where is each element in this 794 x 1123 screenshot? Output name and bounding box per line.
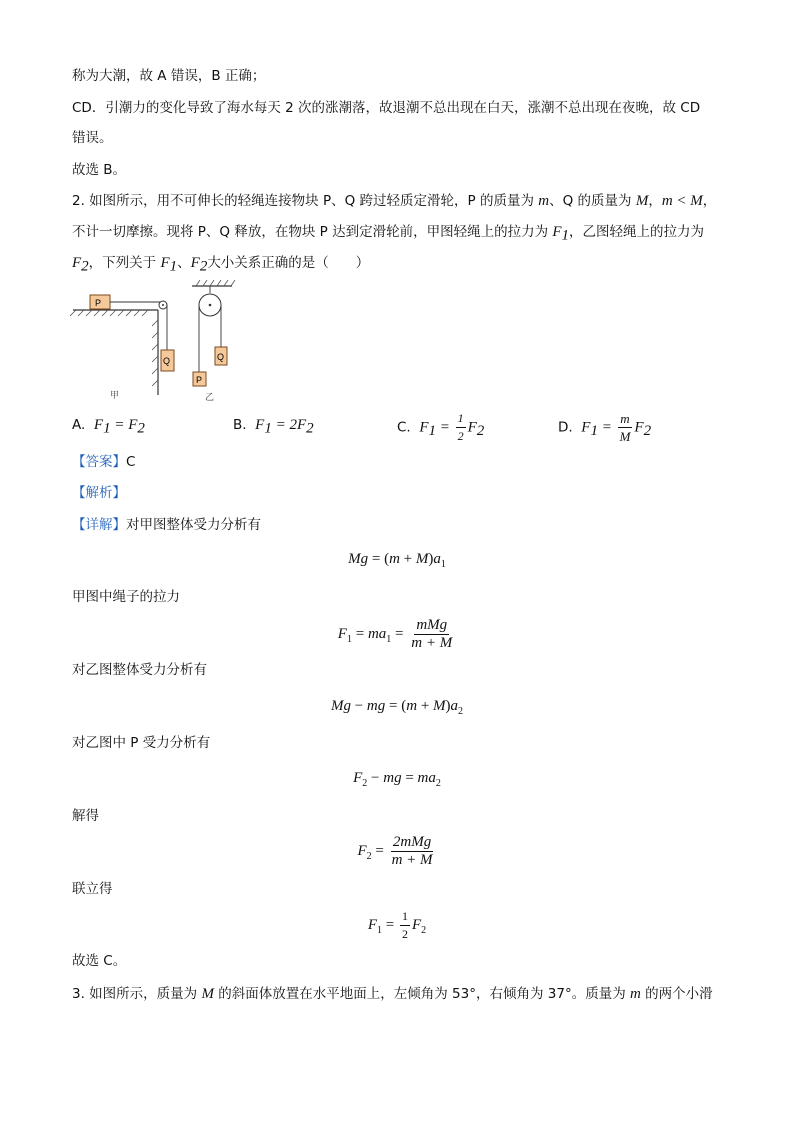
- fraction-denominator: 2: [401, 927, 408, 941]
- analysis-tag: 【解析】: [72, 485, 126, 501]
- question-text: 2. 如图所示，用不可伸长的轻绳连接物块 P、Q 跨过轻质定滑轮，P 的质量为: [72, 193, 539, 209]
- question-text: ，乙图轻绳上的拉力为: [569, 224, 705, 240]
- detail-text: 对甲图整体受力分析有: [126, 517, 261, 533]
- text-line: 对乙图中 P 受力分析有: [72, 735, 211, 751]
- option-c[interactable]: C. $F_1$ = $\frac{1}{2}$ $F_2$: [397, 411, 485, 443]
- figure-yi: [192, 280, 235, 386]
- question-2-line-2: 不计一切摩擦。现将 P、Q 释放，在物块 P 达到定滑轮前，甲图轻绳上的拉力为 $F_1$，乙图轻绳上的拉力为: [72, 224, 705, 244]
- equation-1: $Mg = (m + M)a_1$: [348, 551, 446, 570]
- option-d[interactable]: D. $F_1$ = $\frac{m}{M}$ $F_2$: [558, 411, 652, 444]
- detail-line: [72, 515, 261, 535]
- option-a-letter: A.: [72, 417, 86, 433]
- question-2-line-1: 2. 如图所示，用不可伸长的轻绳连接物块 P、Q 跨过轻质定滑轮，P 的质量为 m、Q 的质量为 M，m < M，: [72, 193, 717, 209]
- text-line: 甲图中绳子的拉力: [72, 589, 180, 605]
- block-q-label: Q: [217, 352, 225, 362]
- question-3-line-1: 3. 如图所示，质量为 M 的斜面体放置在水平地面上，左倾角为 53°，右倾角为 37°。质量为 m 的两个小滑: [72, 986, 713, 1002]
- fraction-numerator: 1: [400, 908, 410, 926]
- text-line: 故选 B。: [72, 162, 127, 178]
- block-q-label: Q: [163, 356, 171, 366]
- equation-3: Mg − mg = $(m + M)a_2$: [330, 698, 464, 717]
- answer-tag: 【答案】: [72, 454, 126, 470]
- question-text: ，: [648, 193, 662, 209]
- option-d-letter: D.: [558, 419, 573, 436]
- fraction-numerator: 1: [456, 410, 466, 428]
- question-2-line-3: $F_2$，下列关于 $F_1$、$F_2$大小关系正确的是（ ）: [72, 255, 370, 275]
- option-b[interactable]: B. $F_1 = 2F_2$: [233, 417, 314, 437]
- equation-4: $F_2$ − mg = $ma_2$: [353, 770, 441, 789]
- option-c-letter: C.: [397, 419, 411, 436]
- block-p-label: P: [95, 298, 102, 308]
- question-text: 3. 如图所示，质量为: [72, 986, 202, 1002]
- pulley-figure: [70, 280, 240, 405]
- analysis-line: [72, 483, 126, 503]
- text-line: 解得: [72, 808, 99, 824]
- fraction-numerator: m: [620, 411, 630, 426]
- block-p-label: P: [196, 375, 203, 385]
- question-text: 、Q 的质量为: [549, 193, 636, 209]
- option-b-coef: 2: [289, 417, 297, 433]
- fraction-denominator: M: [619, 429, 631, 444]
- equation-5: $F_2$ = $\frac{\text{2mMg}}{m + M}$: [357, 834, 433, 868]
- question-text: 的两个小滑: [640, 986, 713, 1002]
- question-text: 不计一切摩擦。现将 P、Q 释放，在物块 P 达到定滑轮前，甲图轻绳上的拉力为: [72, 224, 553, 240]
- answer-line: [72, 452, 135, 472]
- detail-tag: 【详解】: [72, 517, 126, 533]
- text-line: 故选 C。: [72, 953, 127, 969]
- text-line: 联立得: [72, 881, 113, 897]
- fraction-denominator: 2: [457, 429, 464, 443]
- equation-6: $F_1$ = $\frac{1}{2}$ $F_2$: [367, 909, 427, 941]
- option-a[interactable]: A. $F_1 = F_2$: [72, 417, 145, 437]
- question-text: 、: [177, 255, 191, 271]
- fraction-numerator: 2mMg: [392, 834, 432, 850]
- question-text: 的斜面体放置在水平地面上，左倾角为 53°，右倾角为 37°。质量为: [213, 986, 630, 1002]
- question-text: ，下列关于: [88, 255, 161, 271]
- text-line: 错误。: [72, 130, 113, 146]
- text-line: 称为大潮，故 A 错误，B 正确；: [72, 68, 266, 84]
- question-text: 大小关系正确的是（ ）: [207, 255, 370, 271]
- equation-2: $F_1 = ma_1$ = $\frac{\text{mMg}}{m + M}$: [337, 617, 453, 651]
- answer-value: C: [126, 454, 136, 470]
- text-line: CD．引潮力的变化导致了海水每天 2 次的涨潮落，故退潮不总出现在白天，涨潮不总出现在夜晚，故 CD: [72, 100, 701, 116]
- label-yi: 乙: [205, 393, 215, 403]
- option-b-letter: B.: [233, 417, 247, 433]
- fraction-numerator: mMg: [416, 617, 448, 633]
- fraction-denominator: m + M: [411, 635, 453, 651]
- figure-jia: [70, 295, 174, 395]
- fraction-denominator: m + M: [391, 852, 433, 868]
- text-line: 对乙图整体受力分析有: [72, 662, 207, 678]
- label-jia: 甲: [110, 391, 120, 401]
